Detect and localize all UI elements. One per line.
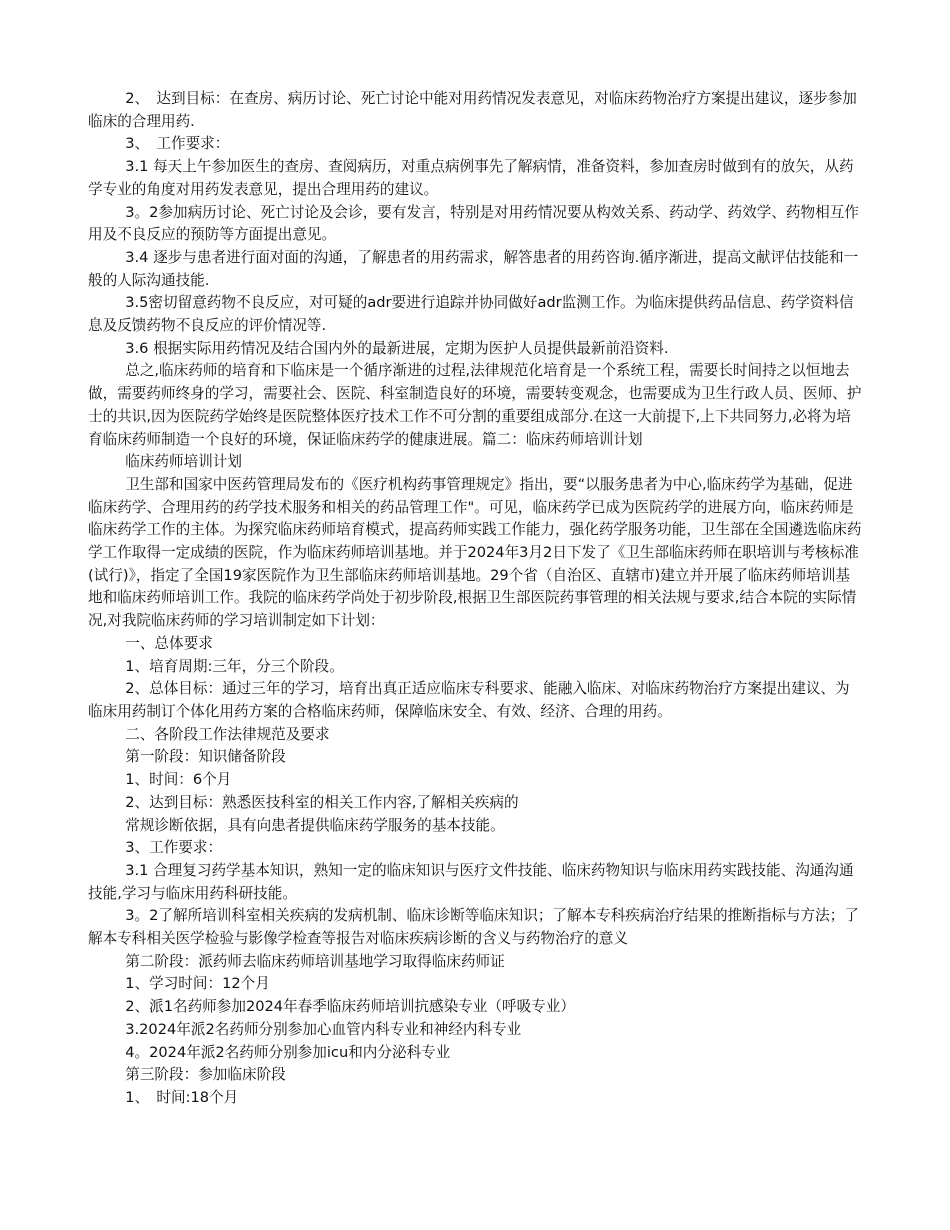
paragraph: 3.2024年派2名药师分别参加心血管内科专业和神经内科专业: [125, 1020, 522, 1038]
paragraph: 1、 时间:18个月: [125, 1088, 239, 1106]
document-body: [88, 88, 864, 1110]
paragraph: 3.1 每天上午参加医生的查房、查阅病历，对重点病例事先了解病情，准备资料，参加查房时做到有的放矢，从药学专业的角度对用药发表意见，提出合理用药的建议。: [88, 158, 854, 198]
section-title: 临床药师培训计划: [125, 453, 242, 471]
paragraph: 1、时间：6个月: [125, 771, 232, 789]
paragraph: 3.5密切留意药物不良反应，对可疑的adr要进行追踪并协同做好adr监测工作。为临床提供药品信息、药学资料信息及反馈药物不良反应的评价情况等.: [88, 294, 854, 335]
stage-heading: 第一阶段：知识储备阶段: [125, 748, 286, 766]
paragraph: 3.6 根据实际用药情况及结合国内外的最新进展，定期为医护人员提供最新前沿资料.: [125, 339, 669, 357]
paragraph: 1、学习时间：12个月: [125, 975, 270, 993]
paragraph: 3.4 逐步与患者进行面对面的沟通，了解患者的用药需求，解答患者的用药咨询.循序渐进，提高文献评估技能和一般的人际沟通技能.: [88, 248, 859, 289]
paragraph: 卫生部和国家中医药管理局发布的《医疗机构药事管理规定》指出，要“以服务患者为中心,临床药学为基础，促进临床药学、合理用药的药学技术服务和相关的药品管理工作"。可见，临床药学已成为医院药学的进展方向，临床药师是临床药学工作的主体。为探究临床药师培育模式，提高药师实践工作能力，强化药学服务功能，卫生部在全国遴选临床药学工作取得一定成绩的医院，作为临床药师培训基地。并于2024年3月2日下发了《卫生部临床药师在职培训与考核标准(试行)》，指定了全国19家医院作为卫生部临床药师培训基地。29个省（自治区、直辖市)建立并开展了临床药师培训基地和临床药师培训工作。我院的临床药学尚处于初步阶段,根据卫生部医院药事管理的相关法规与要求,结合本院的实际情况,对我院临床药师的学习培训制定如下计划：: [88, 475, 862, 630]
paragraph: 3.1 合理复习药学基本知识，熟知一定的临床知识与医疗文件技能、临床药物知识与临床用药实践技能、沟通沟通技能,学习与临床用药科研技能。: [88, 861, 854, 902]
paragraph: 3、工作要求：: [125, 839, 223, 857]
stage-heading: 第三阶段：参加临床阶段: [125, 1066, 286, 1084]
paragraph: 常规诊断依据，具有向患者提供临床药学服务的基本技能。: [125, 816, 505, 834]
paragraph: 2、 达到目标：在查房、病历讨论、死亡讨论中能对用药情况发表意见，对临床药物治疗方案提出建议，逐步参加临床的合理用药.: [88, 90, 857, 130]
paragraph: 3、 工作要求：: [125, 135, 230, 153]
paragraph: 2、总体目标：通过三年的学习，培育出真正适应临床专科要求、能融入临床、对临床药物治疗方案提出建议、为临床用药制订个体化用药方案的合格临床药师，保障临床安全、有效、经济、合理的用药。: [88, 680, 850, 720]
section-heading: 二、各阶段工作法律规范及要求: [125, 725, 330, 743]
paragraph: 3。2了解所培训科室相关疾病的发病机制、临床诊断等临床知识；了解本专科疾病治疗结果的推断指标与方法；了解本专科相关医学检验与影像学检查等报告对临床疾病诊断的含义与药物治疗的意义: [88, 907, 859, 948]
paragraph: 总之,临床药师的培育和下临床是一个循序渐进的过程,法律规范化培育是一个系统工程，需要长时间持之以恒地去做，需要药师终身的学习，需要社会、医院、科室制造良好的环境，需要转变观念，也需要成为卫生行政人员、医师、护士的共识,因为医院药学始终是医院整体医疗技术工作不可分割的重要组成部分.在这一大前提下,上下共同努力,必将为培育临床药师制造一个良好的环境，保证临床药学的健康进展。篇二：临床药师培训计划: [88, 362, 862, 448]
section-heading: 一、总体要求: [125, 634, 213, 652]
paragraph: 1、培育周期:三年，分三个阶段。: [125, 657, 344, 675]
paragraph: 2、达到目标：熟悉医技科室的相关工作内容,了解相关疾病的: [125, 793, 519, 811]
stage-heading: 第二阶段：派药师去临床药师培训基地学习取得临床药师证: [125, 952, 505, 970]
paragraph: 4。2024年派2名药师分别参加icu和内分泌科专业: [125, 1043, 451, 1061]
paragraph: 2、派1名药师参加2024年春季临床药师培训抗感染专业（呼吸专业）: [125, 998, 575, 1016]
paragraph: 3。2参加病历讨论、死亡讨论及会诊，要有发言，特别是对用药情况要从构效关系、药动学、药效学、药物相互作用及不良反应的预防等方面提出意见。: [88, 203, 859, 244]
